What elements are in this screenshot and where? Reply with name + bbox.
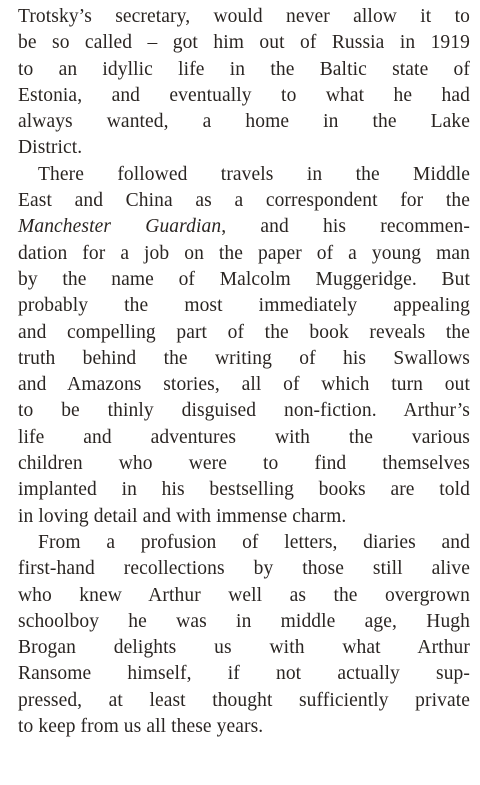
text-line: Brogan delights us with what Arthur [18, 637, 470, 659]
text-line: first-hand recollections by those still alive [18, 558, 470, 580]
text-line: to an idyllic life in the Baltic state of [18, 58, 470, 80]
paragraph-2 [18, 162, 470, 530]
text-line: in loving detail and with immense charm. [18, 505, 347, 527]
text-line: to keep from us all these years. [18, 716, 264, 738]
newspaper-title: Manchester Guardian [18, 216, 222, 238]
text-line: children who were to find themselves [18, 453, 470, 475]
book-review-text [18, 4, 470, 740]
paragraph-1 [18, 4, 470, 162]
text-line: East and China as a correspondent for the [18, 190, 470, 212]
text-line: Trotsky’s secretary, would never allow it to [18, 6, 470, 27]
text-line: Ransome himself, if not actually sup- [18, 663, 470, 685]
text-line: truth behind the writing of his Swallows [18, 347, 470, 369]
text-line: life and adventures with the various [18, 426, 470, 448]
text-line: implanted in his bestselling books are told [18, 479, 470, 501]
text-line: Estonia, and eventually to what he had [18, 84, 470, 106]
text-line: who knew Arthur well as the overgrown [18, 584, 470, 606]
text-line: pressed, at least thought sufficiently private [18, 689, 470, 711]
text-line: From a profusion of letters, diaries and [38, 531, 470, 553]
text-line: and Amazons stories, all of which turn out [18, 374, 470, 396]
text-line: and compelling part of the book reveals the [18, 321, 470, 343]
paragraph-3 [18, 530, 470, 740]
text-line: always wanted, a home in the Lake [18, 111, 470, 133]
text-line: probably the most immediately appealing [18, 295, 470, 317]
text-line: District. [18, 137, 83, 159]
text-line: to be thinly disguised non-fiction. Arthur’s [18, 400, 470, 422]
text-line: be so called – got him out of Russia in 1919 [18, 32, 470, 54]
text-line: by the name of Malcolm Muggeridge. But [18, 268, 470, 290]
text-line: dation for a job on the paper of a young man [18, 242, 470, 264]
text-line-with-title [18, 214, 470, 240]
text-line-rest: , and his recommen- [221, 216, 470, 238]
text-line: There followed travels in the Middle [38, 163, 470, 185]
text-line: schoolboy he was in middle age, Hugh [18, 610, 470, 632]
